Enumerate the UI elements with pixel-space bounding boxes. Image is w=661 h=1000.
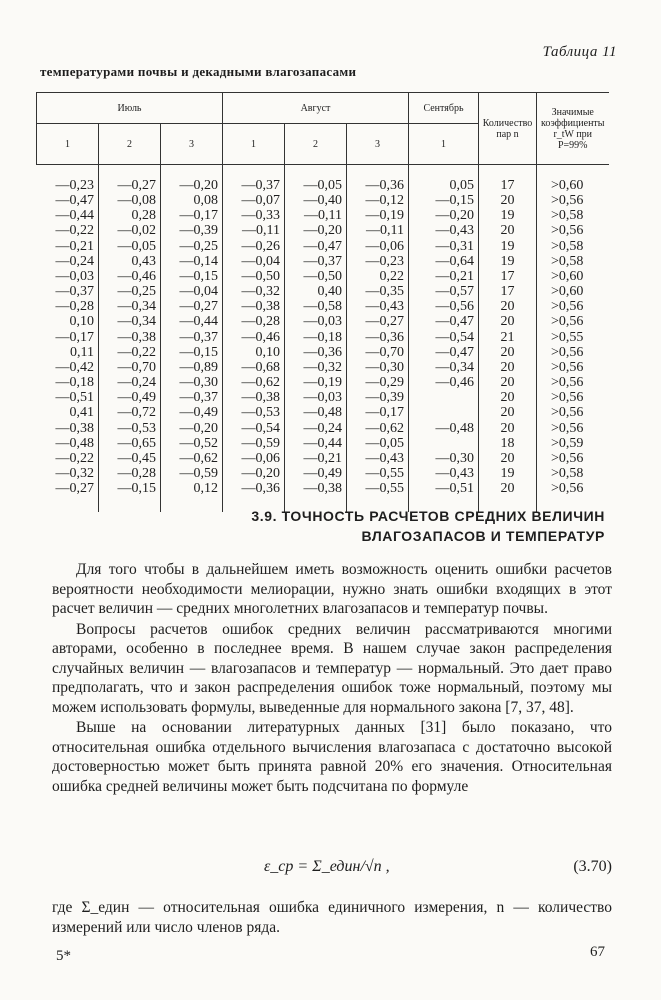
value-cell: —0,43 [347, 299, 409, 314]
section-title [185, 506, 605, 546]
value-cell: 0,05 [409, 165, 479, 194]
value-cell: 0,10 [69, 314, 94, 330]
value-cell: —0,37 [55, 284, 94, 300]
value-cell: —0,15 [99, 481, 161, 512]
value-cell: —0,43 [409, 466, 479, 481]
coef-cell: >0,56 [537, 314, 609, 329]
value-cell: 0,12 [161, 481, 223, 512]
value-cell: —0,07 [223, 193, 285, 208]
pair-count-cell: 17 [479, 284, 537, 299]
coef-cell: >0,56 [537, 375, 609, 390]
coef-cell: >0,58 [537, 466, 609, 481]
value-cell: —0,03 [55, 268, 94, 284]
formula-number: (3.70) [573, 858, 612, 875]
value-cell: —0,21 [285, 451, 347, 466]
coef-cell: >0,56 [537, 421, 609, 436]
value-cell: —0,18 [55, 375, 94, 391]
pair-count-cell: 21 [479, 330, 537, 345]
paragraph: Выше на основании литературных данных [31] было показано, что относительная ошибка отдельного вычисления влагозапаса с достаточно высокой достоверностью может быть принята равной 20% его значения. Относительная ошибка средней величины может быть подсчитана по формуле [52, 719, 612, 795]
value-cell: —0,11 [347, 223, 409, 238]
value-cell: —0,65 [99, 436, 161, 451]
value-cell: —0,54 [223, 421, 285, 436]
table-row [37, 254, 609, 269]
value-cell: —0,47 [409, 314, 479, 329]
coef-cell: >0,56 [537, 360, 609, 375]
coef-cell: >0,60 [537, 269, 609, 284]
value-cell: —0,27 [161, 299, 223, 314]
value-cell: —0,20 [161, 165, 223, 194]
correlation-table [36, 92, 609, 512]
table-row [37, 405, 609, 420]
value-cell: —0,49 [161, 405, 223, 420]
table-row [37, 466, 609, 481]
coef-cell: >0,60 [537, 165, 609, 194]
value-cell: —0,17 [55, 329, 94, 345]
value-cell: —0,55 [347, 466, 409, 481]
value-cell: —0,15 [161, 269, 223, 284]
value-cell: —0,38 [285, 481, 347, 512]
value-cell: —0,38 [99, 330, 161, 345]
value-cell: —0,12 [347, 193, 409, 208]
value-cell: —0,15 [161, 345, 223, 360]
value-cell: —0,26 [223, 239, 285, 254]
value-cell: —0,32 [223, 284, 285, 299]
value-cell: —0,33 [223, 208, 285, 223]
paragraph: где Σ_един — относительная ошибка единичного измерения, n — количество измерений или число членов ряда. [52, 899, 612, 936]
value-cell: —0,43 [347, 451, 409, 466]
value-cell: —0,37 [161, 330, 223, 345]
value-cell: —0,40 [285, 193, 347, 208]
group-header-september: Сентябрь [409, 93, 479, 124]
value-cell: —0,50 [285, 269, 347, 284]
value-cell: —0,44 [161, 314, 223, 329]
value-cell: —0,62 [347, 421, 409, 436]
table-row [37, 451, 609, 466]
table-row [37, 436, 609, 451]
value-cell: —0,35 [347, 284, 409, 299]
value-cell: —0,49 [99, 390, 161, 405]
value-cell: —0,37 [223, 165, 285, 194]
value-cell: —0,23 [347, 254, 409, 269]
value-cell [409, 405, 479, 420]
value-cell: —0,04 [223, 254, 285, 269]
value-cell: —0,25 [99, 284, 161, 299]
value-cell [409, 436, 479, 451]
table-row [37, 208, 609, 223]
value-cell: —0,06 [347, 239, 409, 254]
value-cell: —0,21 [55, 238, 94, 254]
subheader-decade: 1 [409, 124, 479, 165]
group-header-july: Июль [37, 93, 223, 124]
subheader-decade: 2 [99, 124, 161, 165]
value-cell: —0,34 [409, 360, 479, 375]
value-cell: —0,19 [347, 208, 409, 223]
header-significant-coef: Значимые коэффициенты r_tW при P=99% [537, 93, 609, 165]
coef-cell: >0,56 [537, 299, 609, 314]
value-cell: —0,29 [347, 375, 409, 390]
value-cell: —0,42 [55, 359, 94, 375]
value-cell: —0,47 [55, 193, 94, 209]
value-cell: —0,53 [99, 421, 161, 436]
value-cell: —0,70 [347, 345, 409, 360]
table-header-line: температурами почвы и декадными влагозапасами [40, 64, 357, 79]
value-cell: —0,27 [99, 165, 161, 194]
value-cell: —0,28 [55, 299, 94, 315]
value-cell: —0,05 [99, 239, 161, 254]
coef-cell: >0,58 [537, 208, 609, 223]
value-cell: —0,46 [409, 375, 479, 390]
value-cell: —0,06 [223, 451, 285, 466]
value-cell [409, 390, 479, 405]
value-cell: —0,03 [285, 314, 347, 329]
value-cell: —0,30 [409, 451, 479, 466]
signature-mark: 5* [56, 948, 71, 964]
value-cell: —0,70 [99, 360, 161, 375]
value-cell: —0,89 [161, 360, 223, 375]
coef-cell: >0,58 [537, 254, 609, 269]
header-pair-count: Количество пар n [479, 93, 537, 165]
value-cell: —0,20 [223, 466, 285, 481]
value-cell: —0,11 [285, 208, 347, 223]
value-cell: —0,05 [285, 165, 347, 194]
value-cell: —0,52 [161, 436, 223, 451]
value-cell: —0,11 [223, 223, 285, 238]
value-cell: —0,28 [99, 466, 161, 481]
table-row [37, 284, 609, 299]
value-cell: —0,38 [223, 299, 285, 314]
table-row [37, 375, 609, 390]
table-row [37, 239, 609, 254]
value-cell: —0,45 [99, 451, 161, 466]
pair-count-cell: 19 [479, 239, 537, 254]
value-cell: —0,37 [161, 390, 223, 405]
value-cell: —0,32 [285, 360, 347, 375]
value-cell: 0,10 [223, 345, 285, 360]
value-cell: —0,59 [223, 436, 285, 451]
pair-count-cell: 20 [479, 405, 537, 420]
table-caption: Таблица 11 [542, 44, 617, 60]
value-cell: 0,08 [161, 193, 223, 208]
value-cell: —0,14 [161, 254, 223, 269]
value-cell: —0,15 [409, 193, 479, 208]
value-cell: —0,46 [99, 269, 161, 284]
value-cell: —0,43 [409, 223, 479, 238]
value-cell: —0,17 [161, 208, 223, 223]
value-cell: —0,48 [409, 421, 479, 436]
value-cell: —0,30 [161, 375, 223, 390]
coef-cell: >0,59 [537, 436, 609, 451]
value-cell: —0,27 [347, 314, 409, 329]
subheader-decade: 3 [161, 124, 223, 165]
value-cell: —0,38 [55, 420, 94, 436]
table-body [37, 165, 609, 513]
value-cell: —0,47 [285, 239, 347, 254]
value-cell: —0,38 [223, 390, 285, 405]
value-cell: —0,50 [223, 269, 285, 284]
value-cell: —0,39 [161, 223, 223, 238]
table-row [37, 314, 609, 329]
table-row [37, 193, 609, 208]
table-row [37, 421, 609, 436]
pair-count-cell: 20 [479, 314, 537, 329]
value-cell: —0,36 [285, 345, 347, 360]
value-cell: —0,36 [223, 481, 285, 512]
coef-cell: >0,58 [537, 239, 609, 254]
value-cell: —0,34 [99, 299, 161, 314]
pair-count-cell: 20 [479, 299, 537, 314]
value-cell: 0,22 [347, 269, 409, 284]
value-cell: —0,22 [99, 345, 161, 360]
value-cell: 0,28 [99, 208, 161, 223]
value-cell: —0,23 [55, 178, 94, 193]
table-row [37, 223, 609, 238]
value-cell: —0,72 [99, 405, 161, 420]
table-row [37, 165, 609, 194]
value-cell: —0,46 [223, 330, 285, 345]
formula: ε_ср = Σ_един/√n , [264, 858, 390, 875]
paragraph: Вопросы расчетов ошибок средних величин рассматриваются многими авторами, особенно в последнее время. В нашем случае закон распределения случайных величин — влагозапасов и температур — нормальный. Это дает право предполагать, что и закон распределения ошибок тоже нормальный, поэтому мы можем использовать формулы, выведенные для нормального закона [7, 37, 48]. [52, 620, 612, 716]
body-paragraphs [52, 560, 612, 796]
value-cell: —0,20 [285, 223, 347, 238]
value-cell: —0,49 [285, 466, 347, 481]
value-cell: —0,05 [347, 436, 409, 451]
table-row [37, 345, 609, 360]
pair-count-cell: 19 [479, 466, 537, 481]
value-cell: —0,44 [55, 208, 94, 224]
value-cell: —0,39 [347, 390, 409, 405]
pair-count-cell: 20 [479, 451, 537, 466]
coef-cell: >0,56 [537, 345, 609, 360]
table-row [37, 360, 609, 375]
value-cell: —0,53 [223, 405, 285, 420]
pair-count-cell: 20 [479, 481, 537, 512]
value-cell: —0,59 [161, 466, 223, 481]
table-row [37, 330, 609, 345]
value-cell: —0,03 [285, 390, 347, 405]
value-cell: —0,62 [161, 451, 223, 466]
value-cell: —0,27 [55, 481, 94, 497]
value-cell: —0,28 [223, 314, 285, 329]
value-cell: —0,48 [55, 435, 94, 451]
value-cell: —0,20 [161, 421, 223, 436]
coef-cell: >0,60 [537, 284, 609, 299]
value-cell: —0,19 [285, 375, 347, 390]
value-cell: —0,44 [285, 436, 347, 451]
group-header-august: Август [223, 93, 409, 124]
table-row [37, 269, 609, 284]
value-cell: —0,31 [409, 239, 479, 254]
value-cell: —0,32 [55, 465, 94, 481]
section-title-line-2: ВЛАГОЗАПАСОВ И ТЕМПЕРАТУР [361, 528, 605, 544]
pair-count-cell: 20 [479, 390, 537, 405]
pair-count-cell: 20 [479, 421, 537, 436]
value-cell: —0,30 [347, 360, 409, 375]
after-formula-text [52, 898, 612, 937]
subheader-decade: 2 [285, 124, 347, 165]
value-cell: —0,51 [409, 481, 479, 512]
subheader-decade: 1 [223, 124, 285, 165]
page-number: 67 [590, 944, 605, 960]
value-cell: —0,18 [285, 330, 347, 345]
coef-cell: >0,56 [537, 390, 609, 405]
value-cell: —0,64 [409, 254, 479, 269]
value-cell: —0,22 [55, 223, 94, 239]
value-cell: —0,62 [223, 375, 285, 390]
value-cell: —0,57 [409, 284, 479, 299]
value-cell: —0,21 [409, 269, 479, 284]
coef-cell: >0,56 [537, 193, 609, 208]
value-cell: —0,34 [99, 314, 161, 329]
value-cell: 0,40 [285, 284, 347, 299]
value-cell: —0,58 [285, 299, 347, 314]
value-cell: —0,04 [161, 284, 223, 299]
pair-count-cell: 20 [479, 360, 537, 375]
pair-count-cell: 19 [479, 208, 537, 223]
pair-count-cell: 20 [479, 345, 537, 360]
pair-count-cell: 20 [479, 223, 537, 238]
value-cell: —0,20 [409, 208, 479, 223]
value-cell: —0,08 [99, 193, 161, 208]
coef-cell: >0,55 [537, 330, 609, 345]
pair-count-cell: 17 [479, 165, 537, 194]
value-cell: —0,36 [347, 165, 409, 194]
value-cell: —0,17 [347, 405, 409, 420]
value-cell: 0,11 [70, 344, 94, 360]
pair-count-cell: 18 [479, 436, 537, 451]
pair-count-cell: 20 [479, 375, 537, 390]
coef-cell: >0,56 [537, 405, 609, 420]
coef-cell: >0,56 [537, 481, 609, 512]
value-cell: —0,56 [409, 299, 479, 314]
value-cell: —0,47 [409, 345, 479, 360]
value-cell: 0,41 [69, 405, 94, 421]
table-row [37, 299, 609, 314]
pair-count-cell: 20 [479, 193, 537, 208]
pair-count-cell: 17 [479, 269, 537, 284]
value-cell: —0,54 [409, 330, 479, 345]
value-cell: —0,48 [285, 405, 347, 420]
paragraph: Для того чтобы в дальнейшем иметь возможность оценить ошибки расчетов вероятности необходимости мелиорации, нужно знать ошибки входящих в этот расчет величин — средних многолетних влагозапасов и температур почвы. [52, 561, 612, 617]
coef-cell: >0,56 [537, 223, 609, 238]
pair-count-cell: 19 [479, 254, 537, 269]
coef-cell: >0,56 [537, 451, 609, 466]
value-cell: —0,24 [55, 253, 94, 269]
subheader-decade: 3 [347, 124, 409, 165]
value-cell: —0,24 [285, 421, 347, 436]
value-cell: —0,25 [161, 239, 223, 254]
value-cell: —0,37 [285, 254, 347, 269]
value-cell: —0,68 [223, 360, 285, 375]
value-cell: —0,55 [347, 481, 409, 512]
value-cell: 0,43 [99, 254, 161, 269]
value-cell: —0,51 [55, 390, 94, 406]
subheader-decade: 1 [37, 124, 99, 165]
table-row [37, 390, 609, 405]
section-title-line-1: 3.9. ТОЧНОСТЬ РАСЧЕТОВ СРЕДНИХ ВЕЛИЧИН [251, 508, 605, 524]
value-cell: —0,36 [347, 330, 409, 345]
value-cell: —0,22 [55, 450, 94, 466]
value-cell: —0,24 [99, 375, 161, 390]
value-cell: —0,02 [99, 223, 161, 238]
